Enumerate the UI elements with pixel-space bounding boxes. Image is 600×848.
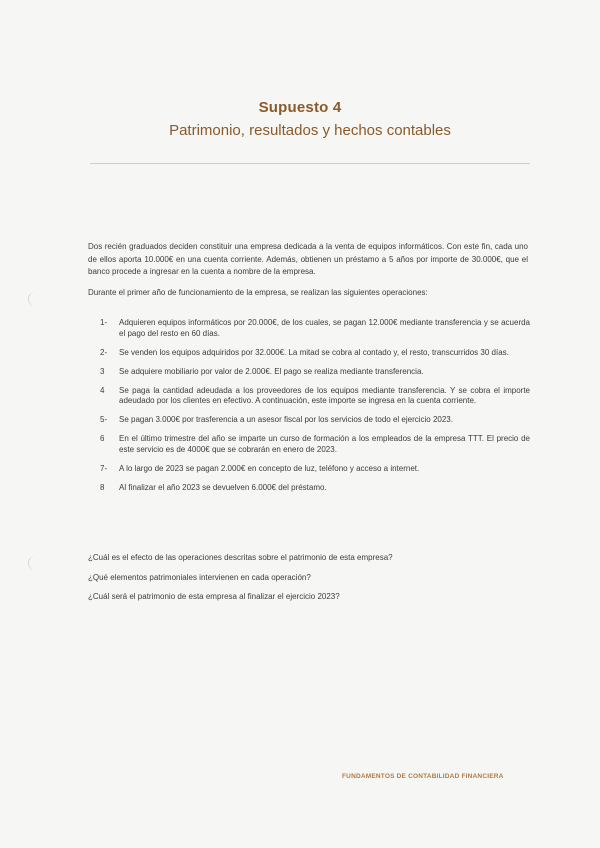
punch-hole-mark <box>28 292 43 306</box>
operation-number: 1- <box>100 318 108 327</box>
footer-course-name: FUNDAMENTOS DE CONTABILIDAD FINANCIERA <box>342 773 504 780</box>
operation-item <box>100 483 530 494</box>
operation-number: 6 <box>100 434 105 443</box>
operation-text: Se pagan 3.000€ por trasferencia a un asesor fiscal por los servicios de todo el ejercicio 2023. <box>119 415 453 424</box>
operation-item <box>100 386 530 407</box>
operation-number: 3 <box>100 366 105 376</box>
operations-lead: Durante el primer año de funcionamiento de la empresa, se realizan las siguientes operaciones: <box>88 288 428 297</box>
operations-list <box>100 318 530 502</box>
operation-number: 4 <box>100 385 105 395</box>
question-item: ¿Cuál será el patrimonio de esta empresa al finalizar el ejercicio 2023? <box>88 592 340 601</box>
operation-text: Al finalizar el año 2023 se devuelven 6.000€ del préstamo. <box>119 482 327 492</box>
punch-hole-mark <box>28 556 43 570</box>
questions-list <box>88 552 528 611</box>
operation-item <box>100 415 530 426</box>
operation-number: 5- <box>100 415 108 424</box>
operation-item <box>100 318 530 339</box>
operation-number: 2- <box>100 347 108 357</box>
operation-text: Se paga la cantidad adeudada a los proveedores de los equipos mediante transferencia. Y se cobra el importe adeudado por los clientes en efectivo. A continuación, este importe se ingresa en la cuenta corriente. <box>119 385 530 405</box>
operation-text: Adquieren equipos informáticos por 20.000€, de los cuales, se pagan 12.000€ mediante transferencia y se acuerda el pago del resto en 60 días. <box>119 318 530 338</box>
operation-text: Se venden los equipos adquiridos por 32.000€. La mitad se cobra al contado y, el resto, transcurridos 30 días. <box>119 347 509 357</box>
document-subtitle: Patrimonio, resultados y hechos contables <box>169 122 451 139</box>
operation-item <box>100 464 530 475</box>
question-item: ¿Qué elementos patrimoniales intervienen en cada operación? <box>88 572 311 582</box>
operation-text: A lo largo de 2023 se pagan 2.000€ en concepto de luz, teléfono y acceso a internet. <box>119 463 420 473</box>
operation-item <box>100 434 530 455</box>
operation-number: 8 <box>100 482 105 492</box>
operation-item <box>100 348 530 359</box>
document-title: Supuesto 4 <box>258 99 342 116</box>
operation-item <box>100 367 530 378</box>
question-item: ¿Cuál es el efecto de las operaciones descritas sobre el patrimonio de esta empresa? <box>88 553 393 562</box>
operation-text: En el último trimestre del año se imparte un curso de formación a los empleados de la empresa TTT. El precio de este servicio es de 4000€ que se cobrarán en enero de 2023. <box>119 434 530 454</box>
operation-number: 7- <box>100 463 108 473</box>
header-divider <box>90 163 530 164</box>
intro-paragraph: Dos recién graduados deciden constituir una empresa dedicada a la venta de equipos informáticos. Con este fin, cada uno de ellos aporta 10.000€ en una cuenta corriente. Además, obtienen un préstamo a 5 años por importe de 30.000€, que el banco procede a ingresar en la cuenta a nombre de la empresa. <box>88 242 528 276</box>
operation-text: Se adquiere mobiliario por valor de 2.000€. El pago se realiza mediante transferencia. <box>119 366 424 376</box>
